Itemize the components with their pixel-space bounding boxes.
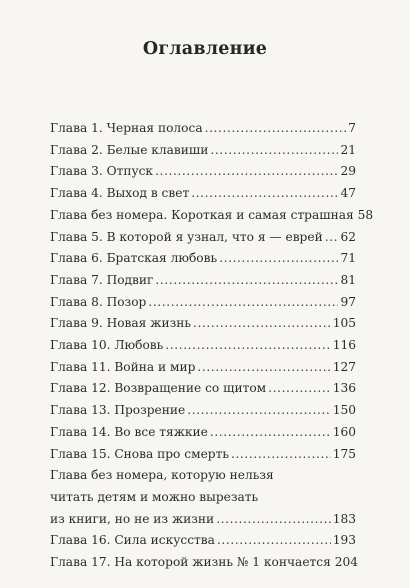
toc-entry-label: Глава 17. На которой жизнь № 1 кончается bbox=[50, 555, 331, 570]
toc-entry-multiline[interactable] bbox=[50, 465, 356, 530]
toc-entry-page: 150 bbox=[332, 403, 356, 418]
toc-leader-dots bbox=[165, 335, 330, 357]
toc-entry-label: Глава 13. Прозрение bbox=[50, 403, 186, 418]
toc-entry[interactable] bbox=[50, 357, 356, 379]
toc-entry-label: Глава 11. Война и мир bbox=[50, 359, 196, 374]
toc-entry-label: Глава 1. Черная полоса bbox=[50, 121, 203, 135]
toc-entry-page: 21 bbox=[340, 142, 356, 157]
toc-leader-dots bbox=[205, 118, 347, 140]
toc-entry[interactable] bbox=[50, 118, 356, 140]
toc-entry[interactable] bbox=[50, 444, 356, 466]
toc-entry[interactable] bbox=[50, 422, 356, 444]
toc-entry-label: Глава без номера. Короткая и самая страшная bbox=[50, 207, 354, 222]
toc-leader-dots bbox=[217, 530, 331, 552]
toc-entry[interactable] bbox=[50, 400, 356, 422]
toc-entry-label: Глава 3. Отпуск bbox=[50, 164, 154, 179]
toc-entry-label: Глава 10. Любовь bbox=[50, 338, 164, 353]
toc-entry[interactable] bbox=[50, 227, 356, 249]
toc-entry-page: 81 bbox=[340, 272, 356, 287]
toc-leader-dots bbox=[216, 509, 331, 531]
toc-entry-label: Глава 12. Возвращение со щитом bbox=[50, 381, 267, 396]
table-of-contents bbox=[50, 118, 374, 574]
toc-entry-label: Глава 2. Белые клавиши bbox=[50, 142, 209, 157]
toc-leader-dots bbox=[210, 422, 331, 444]
toc-leader-dots bbox=[197, 357, 330, 379]
toc-entry[interactable] bbox=[50, 205, 374, 227]
toc-entry-page: 105 bbox=[332, 316, 356, 331]
toc-entry[interactable] bbox=[50, 161, 356, 183]
toc-leader-dots bbox=[191, 183, 338, 205]
toc-entry-page: 175 bbox=[332, 446, 356, 461]
toc-leader-dots bbox=[268, 378, 331, 400]
toc-entry[interactable] bbox=[50, 292, 356, 314]
toc-entry-label: Глава 14. Во все тяжкие bbox=[50, 424, 208, 439]
toc-entry[interactable] bbox=[50, 530, 356, 552]
toc-entry[interactable] bbox=[50, 552, 359, 574]
toc-entry[interactable] bbox=[50, 183, 356, 205]
toc-entry[interactable] bbox=[50, 140, 356, 162]
toc-entry-label: Глава 8. Позор bbox=[50, 294, 147, 309]
toc-entry-page: 136 bbox=[332, 381, 356, 396]
toc-entry-page: 58 bbox=[357, 207, 374, 222]
toc-entry[interactable] bbox=[50, 270, 356, 292]
toc-entry-page: 160 bbox=[332, 424, 356, 439]
toc-entry-label: Глава 15. Снова про смерть bbox=[50, 446, 229, 461]
toc-entry[interactable] bbox=[50, 335, 356, 357]
toc-entry-page: 7 bbox=[348, 121, 356, 135]
toc-leader-dots bbox=[325, 227, 339, 249]
toc-entry-page: 29 bbox=[340, 164, 356, 179]
toc-entry-page: 183 bbox=[332, 511, 356, 526]
toc-entry-label: Глава 9. Новая жизнь bbox=[50, 316, 191, 331]
toc-entry-page: 97 bbox=[340, 294, 356, 309]
toc-entry-label-line: Глава без номера, которую нельзя bbox=[50, 468, 274, 483]
toc-entry[interactable] bbox=[50, 248, 356, 270]
toc-entry-page: 71 bbox=[340, 251, 356, 266]
toc-leader-dots bbox=[187, 400, 331, 422]
toc-entry-label: Глава 5. В которой я узнал, что я — еврей bbox=[50, 229, 323, 244]
toc-entry-page: 193 bbox=[332, 533, 356, 548]
toc-leader-dots bbox=[210, 140, 338, 162]
toc-entry-page: 62 bbox=[340, 229, 356, 244]
toc-leader-dots bbox=[193, 313, 331, 335]
toc-leader-dots bbox=[155, 161, 338, 183]
toc-leader-dots bbox=[231, 444, 331, 466]
page-title: Оглавление bbox=[142, 39, 268, 59]
toc-entry-page: 204 bbox=[334, 555, 359, 570]
toc-leader-dots bbox=[219, 248, 338, 270]
toc-entry-label: Глава 16. Сила искусства bbox=[50, 533, 215, 548]
toc-entry-page: 127 bbox=[332, 359, 356, 374]
toc-entry-page: 116 bbox=[332, 338, 356, 353]
toc-entry-label-line: читать детям и можно вырезать bbox=[50, 489, 259, 504]
toc-entry-page: 47 bbox=[340, 186, 356, 201]
toc-entry-label-line: из книги, но не из жизни bbox=[50, 511, 215, 526]
toc-entry-label: Глава 4. Выход в свет bbox=[50, 186, 190, 201]
toc-leader-dots bbox=[148, 292, 338, 314]
toc-entry-label: Глава 7. Подвиг bbox=[50, 272, 154, 287]
toc-leader-dots bbox=[155, 270, 338, 292]
toc-entry[interactable] bbox=[50, 313, 356, 335]
toc-entry[interactable] bbox=[50, 378, 356, 400]
toc-entry-label: Глава 6. Братская любовь bbox=[50, 251, 218, 266]
